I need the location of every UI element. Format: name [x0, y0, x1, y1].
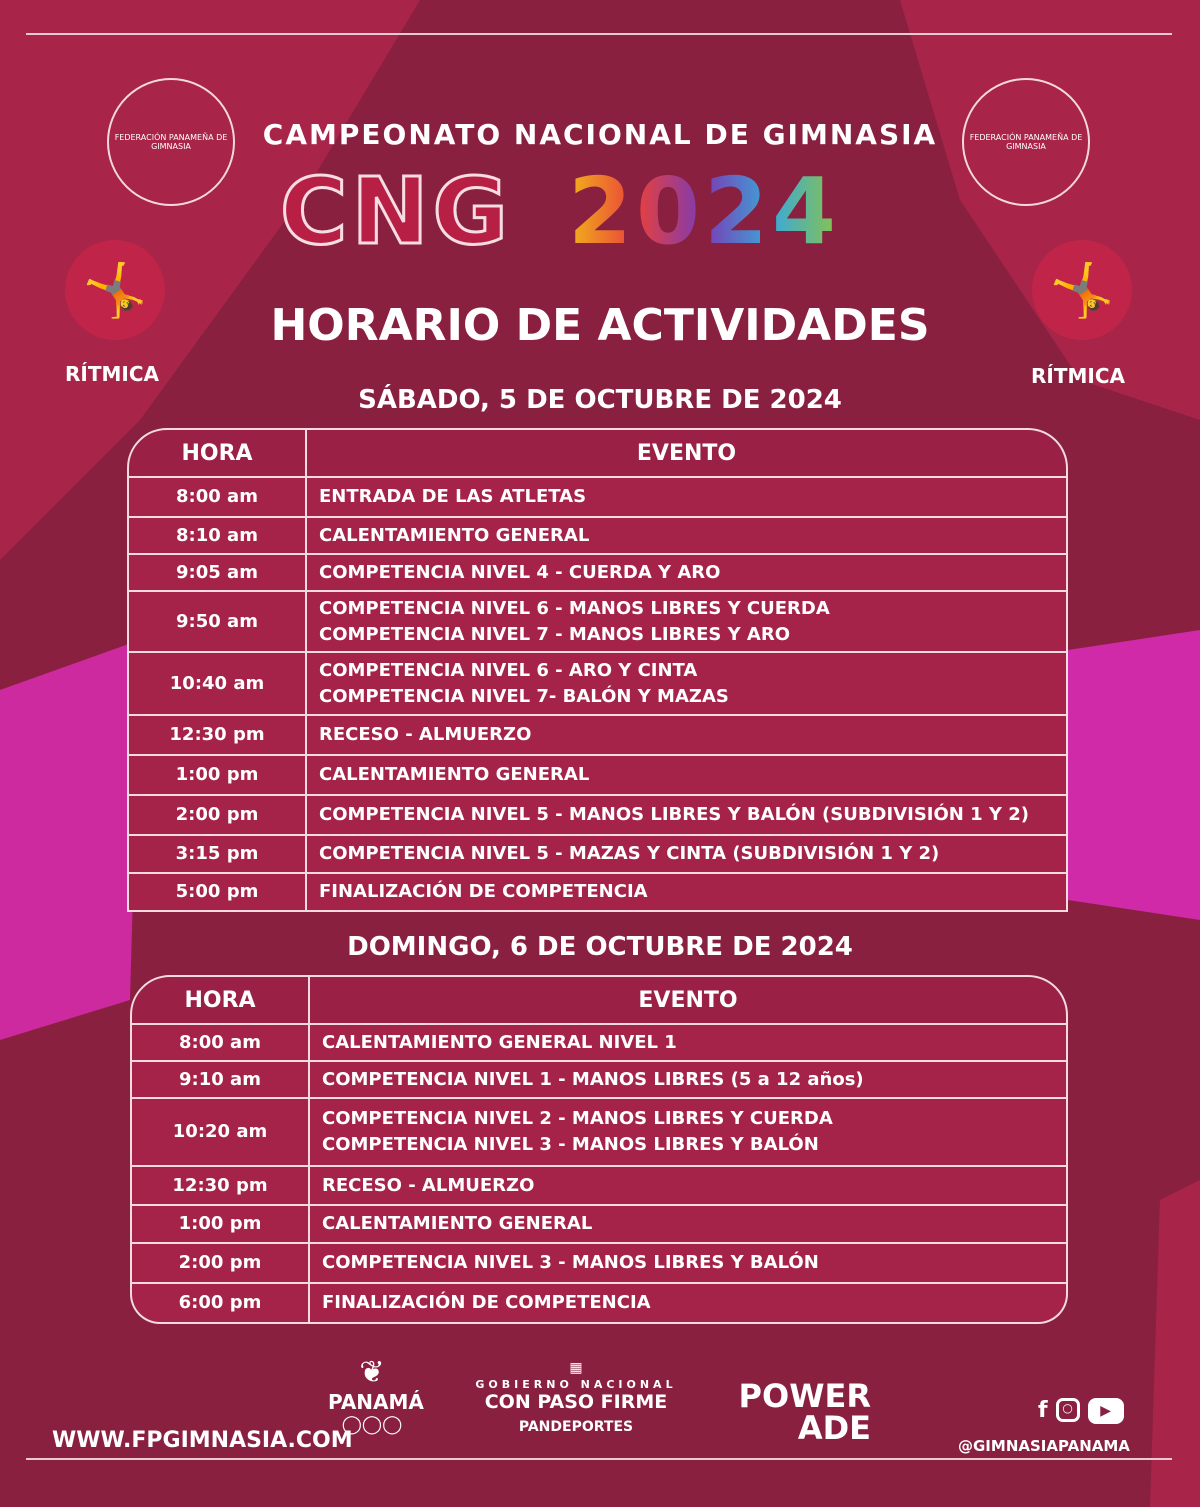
event-line: FINALIZACIÓN DE COMPETENCIA	[319, 881, 648, 902]
table-row	[127, 796, 1068, 836]
row-time: 8:10 am	[127, 518, 307, 555]
row-time: 9:05 am	[127, 555, 307, 592]
rhythmic-gymnast-icon: 🤸	[1032, 240, 1132, 340]
row-time: 1:00 pm	[130, 1206, 310, 1244]
row-time: 8:00 am	[127, 478, 307, 518]
event-line: COMPETENCIA NIVEL 7 - MANOS LIBRES Y ARO	[319, 623, 791, 645]
gov-line2: CON PASO FIRME	[484, 1391, 668, 1413]
event-line: CALENTAMIENTO GENERAL	[319, 524, 590, 546]
saturday-schedule-table	[127, 428, 1068, 912]
table-row	[127, 874, 1068, 912]
row-event	[307, 653, 1068, 716]
event-line: CALENTAMIENTO GENERAL	[322, 1213, 593, 1234]
col-hora: HORA	[130, 975, 310, 1025]
saturday-date: SÁBADO, 5 DE OCTUBRE DE 2024	[358, 385, 842, 415]
page-title: HORARIO DE ACTIVIDADES	[270, 300, 930, 351]
event-line: COMPETENCIA NIVEL 5 - MAZAS Y CINTA (SUBDIVISIÓN 1 Y 2)	[319, 843, 940, 864]
panama-flag-icon: ▦	[569, 1360, 583, 1376]
row-time: 5:00 pm	[127, 874, 307, 912]
sponsor-line1: POWER	[738, 1377, 871, 1415]
government-logo	[465, 1360, 687, 1435]
row-event	[307, 716, 1068, 756]
table-row	[130, 1167, 1068, 1206]
row-event	[310, 1206, 1068, 1244]
sunday-date: DOMINGO, 6 DE OCTUBRE DE 2024	[347, 932, 853, 962]
federation-logo-text: FEDERACIÓN PANAMEÑA DE GIMNASIA	[969, 133, 1083, 151]
subtitle: CAMPEONATO NACIONAL DE GIMNASIA	[262, 118, 938, 151]
table-row	[130, 1025, 1068, 1062]
row-time: 3:15 pm	[127, 836, 307, 874]
event-line: RECESO - ALMUERZO	[322, 1174, 535, 1196]
event-line: COMPETENCIA NIVEL 7- BALÓN Y MAZAS	[319, 685, 729, 707]
social-handle[interactable]: @GIMNASIAPANAMA	[958, 1437, 1130, 1455]
row-event	[307, 796, 1068, 836]
row-event	[307, 518, 1068, 555]
event-line: COMPETENCIA NIVEL 6 - MANOS LIBRES Y CUERDA	[319, 597, 830, 619]
website-link[interactable]: WWW.FPGIMNASIA.COM	[52, 1428, 353, 1453]
olympic-committee-logo	[328, 1355, 424, 1435]
table-row	[127, 756, 1068, 796]
instagram-icon[interactable]: ○	[1056, 1398, 1080, 1422]
col-evento: EVENTO	[307, 428, 1068, 478]
row-event	[307, 555, 1068, 592]
discipline-label: RÍTMICA	[1031, 364, 1125, 388]
row-time: 12:30 pm	[130, 1167, 310, 1206]
table-row	[127, 478, 1068, 518]
row-time: 9:50 am	[127, 592, 307, 653]
row-event	[307, 874, 1068, 912]
row-time: 1:00 pm	[127, 756, 307, 796]
phoenix-icon: ❦	[359, 1355, 385, 1390]
event-line: COMPETENCIA NIVEL 3 - MANOS LIBRES Y BALÓN	[322, 1134, 819, 1155]
table-row	[130, 1062, 1068, 1099]
event-line: COMPETENCIA NIVEL 5 - MANOS LIBRES Y BALÓN (SUBDIVISIÓN 1 Y 2)	[319, 804, 1029, 825]
table-row	[127, 653, 1068, 716]
row-time: 9:10 am	[130, 1062, 310, 1099]
social-icons	[1038, 1398, 1124, 1424]
row-event	[310, 1167, 1068, 1206]
row-time: 2:00 pm	[127, 796, 307, 836]
table-row	[130, 1206, 1068, 1244]
event-line: COMPETENCIA NIVEL 3 - MANOS LIBRES Y BALÓN	[322, 1252, 819, 1273]
table-row	[130, 1244, 1068, 1284]
col-evento: EVENTO	[310, 975, 1068, 1025]
youtube-icon[interactable]: ▶	[1088, 1398, 1124, 1424]
event-line: COMPETENCIA NIVEL 2 - MANOS LIBRES Y CUERDA	[322, 1108, 833, 1129]
row-event	[307, 756, 1068, 796]
olympic-rings-icon: ◯◯◯	[341, 1414, 403, 1435]
event-line: CALENTAMIENTO GENERAL	[319, 764, 590, 785]
table-row	[130, 1284, 1068, 1324]
gov-line1: GOBIERNO NACIONAL	[475, 1378, 677, 1391]
table-row	[127, 716, 1068, 756]
event-line: COMPETENCIA NIVEL 1 - MANOS LIBRES (5 a 12 años)	[322, 1068, 864, 1090]
row-time: 8:00 am	[130, 1025, 310, 1062]
brand-logo: CNG	[280, 158, 513, 265]
event-line: FINALIZACIÓN DE COMPETENCIA	[322, 1292, 651, 1313]
sponsor-line2: ADE	[797, 1409, 871, 1447]
federation-logo-text: FEDERACIÓN PANAMEÑA DE GIMNASIA	[114, 133, 228, 151]
gov-line3: PANDEPORTES	[518, 1419, 634, 1435]
event-line: COMPETENCIA NIVEL 4 - CUERDA Y ARO	[319, 561, 721, 583]
sunday-schedule-table	[130, 975, 1068, 1324]
table-row	[127, 836, 1068, 874]
row-event	[307, 592, 1068, 653]
powerade-logo	[735, 1377, 871, 1447]
table-row	[130, 1099, 1068, 1167]
table-row	[127, 518, 1068, 555]
rhythmic-gymnast-icon: 🤸	[65, 240, 165, 340]
year-logo: 2024	[568, 158, 841, 265]
olympic-committee-name: PANAMÁ	[328, 1390, 424, 1414]
table-row	[127, 592, 1068, 653]
frame-border	[26, 1458, 1172, 1460]
row-event	[310, 1284, 1068, 1324]
row-time: 10:40 am	[127, 653, 307, 716]
row-event	[310, 1025, 1068, 1062]
discipline-label: RÍTMICA	[65, 362, 159, 386]
row-time: 10:20 am	[130, 1099, 310, 1167]
event-line: ENTRADA DE LAS ATLETAS	[319, 486, 587, 507]
row-time: 6:00 pm	[130, 1284, 310, 1324]
row-time: 2:00 pm	[130, 1244, 310, 1284]
row-event	[310, 1062, 1068, 1099]
frame-border	[26, 33, 1172, 35]
event-line: CALENTAMIENTO GENERAL NIVEL 1	[322, 1031, 677, 1053]
row-event	[307, 478, 1068, 518]
col-hora: HORA	[127, 428, 307, 478]
row-time: 12:30 pm	[127, 716, 307, 756]
row-event	[307, 836, 1068, 874]
event-line: RECESO - ALMUERZO	[319, 724, 532, 745]
table-row	[127, 555, 1068, 592]
event-line: COMPETENCIA NIVEL 6 - ARO Y CINTA	[319, 659, 698, 681]
row-event	[310, 1099, 1068, 1167]
facebook-icon[interactable]: f	[1038, 1398, 1048, 1423]
row-event	[310, 1244, 1068, 1284]
